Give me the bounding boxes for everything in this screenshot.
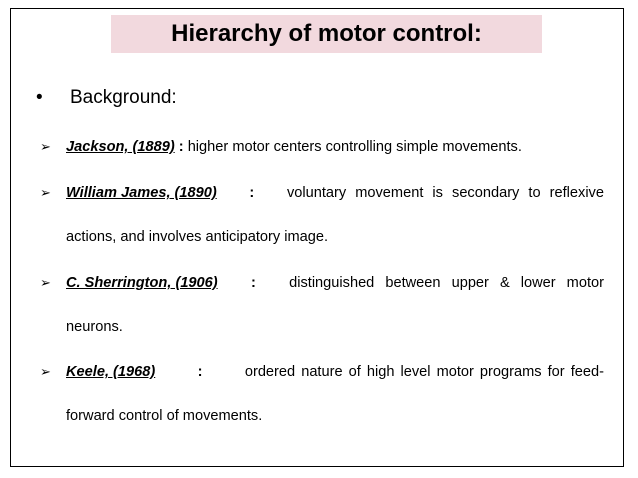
item-colon: : — [174, 139, 184, 155]
item-description: higher motor centers controlling simple movements. — [183, 139, 522, 155]
author-name: Jackson, (1889) — [66, 139, 175, 155]
background-heading: Background: — [70, 87, 177, 108]
arrow-bullet-icon: ➢ — [40, 275, 51, 290]
item-description: distinguished between upper & lower motor — [289, 275, 604, 291]
item-line — [66, 171, 604, 215]
item-line — [66, 261, 604, 305]
item-colon: : — [250, 275, 256, 291]
author-name: William James, (1890) — [66, 185, 217, 201]
item-line-continued: actions, and involves anticipatory image. — [66, 229, 329, 245]
arrow-bullet-icon: ➢ — [40, 139, 51, 154]
item-description: ordered nature of high level motor programs for feed- — [244, 364, 604, 380]
title-banner — [111, 15, 542, 53]
item-description: voluntary movement is secondary to reflexive — [286, 185, 604, 201]
item-line — [66, 125, 604, 169]
author-name: C. Sherrington, (1906) — [66, 275, 218, 291]
author-name: Keele, (1968) — [66, 364, 156, 380]
slide-title: Hierarchy of motor control: — [171, 20, 482, 47]
item-line-continued: neurons. — [66, 319, 123, 335]
item-colon: : — [249, 185, 255, 201]
item-line — [66, 350, 604, 394]
bullet-dot-icon: • — [36, 87, 43, 108]
background-bullet — [36, 85, 177, 111]
item-line-continued: forward control of movements. — [66, 408, 263, 424]
arrow-bullet-icon: ➢ — [40, 185, 51, 200]
item-colon: : — [197, 364, 203, 380]
arrow-bullet-icon: ➢ — [40, 364, 51, 379]
